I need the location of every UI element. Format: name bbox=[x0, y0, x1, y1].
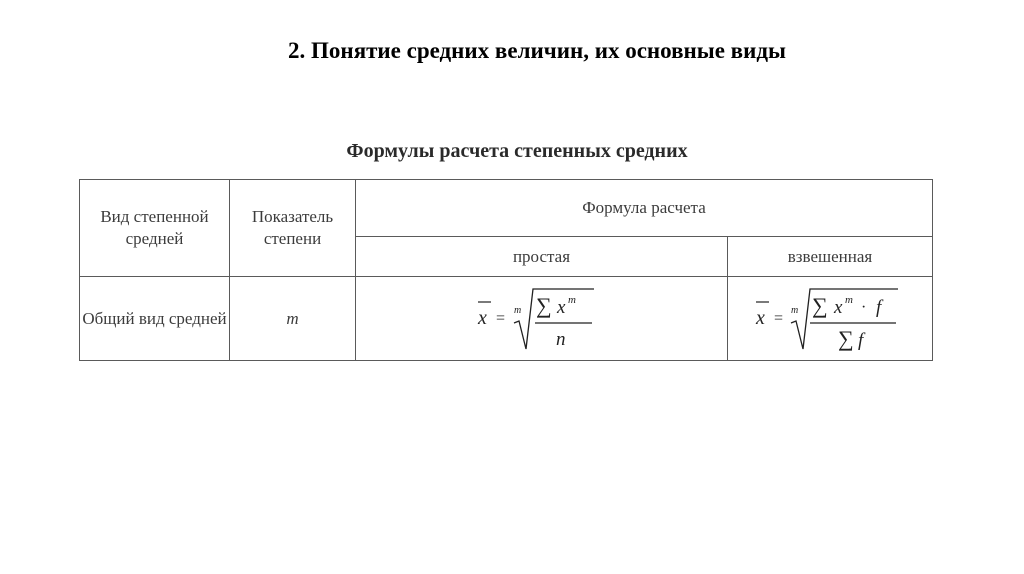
simple-num-var: x bbox=[556, 296, 565, 318]
weighted-root-index: m bbox=[791, 304, 799, 316]
table-caption: Формулы расчета степенных средних bbox=[346, 140, 688, 162]
simple-formula bbox=[472, 283, 612, 355]
row-weighted-formula bbox=[728, 277, 933, 361]
header-exponent-label: Показатель степени bbox=[251, 207, 334, 248]
row-kind bbox=[80, 277, 230, 361]
simple-radical bbox=[514, 289, 594, 349]
header-formula-label: Формула расчета bbox=[582, 198, 706, 217]
weighted-num-exp: m bbox=[845, 293, 853, 306]
simple-denominator: n bbox=[555, 328, 565, 350]
header-formula bbox=[356, 180, 933, 237]
row-kind-label: Общий вид средней bbox=[82, 309, 227, 328]
weighted-den-var: f bbox=[858, 329, 864, 351]
weighted-sum-sign: ∑ bbox=[812, 292, 828, 318]
simple-sum-sign: ∑ bbox=[535, 292, 552, 318]
simple-equals: = bbox=[495, 309, 505, 327]
weighted-equals: = bbox=[774, 309, 784, 327]
header-weighted bbox=[728, 237, 933, 277]
weighted-num-var: x bbox=[834, 296, 843, 318]
simple-root-index: m bbox=[513, 304, 521, 316]
weighted-dot: · bbox=[861, 298, 867, 316]
row-simple-formula bbox=[356, 277, 728, 361]
header-simple-label: простая bbox=[512, 246, 571, 266]
weighted-formula bbox=[750, 283, 910, 355]
slide-title: 2. Понятие средних величин, их основные виды bbox=[288, 38, 786, 63]
formula-table bbox=[79, 179, 933, 361]
row-exponent-label: m bbox=[286, 308, 299, 328]
weighted-lhs: x bbox=[756, 306, 765, 329]
header-kind-label: Вид степенной средней bbox=[100, 207, 209, 248]
weighted-den-sum: ∑ bbox=[838, 325, 854, 351]
weighted-num-weight: f bbox=[876, 296, 882, 318]
header-exponent bbox=[230, 180, 356, 277]
header-weighted-label: взвешенная bbox=[787, 246, 873, 266]
header-kind bbox=[80, 180, 230, 277]
row-exponent bbox=[230, 277, 356, 361]
simple-lhs: x bbox=[477, 306, 487, 329]
header-simple bbox=[356, 237, 728, 277]
simple-num-exp: m bbox=[567, 293, 576, 306]
